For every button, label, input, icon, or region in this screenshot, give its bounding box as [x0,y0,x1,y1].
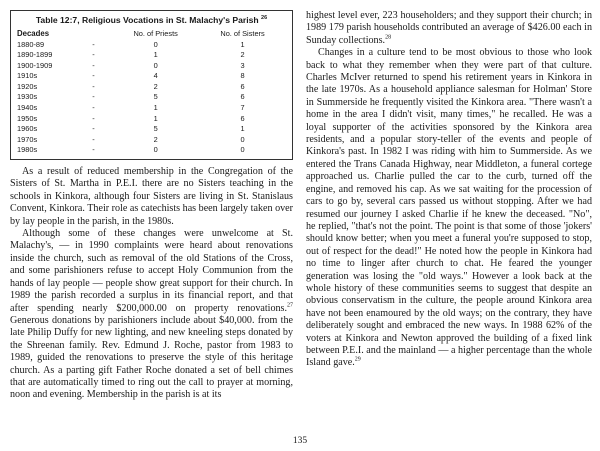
sisters-cell: 6 [240,81,245,91]
page-number: 135 [292,436,308,446]
decade-cell: 1930s [17,92,38,102]
sisters-cell: 7 [240,103,245,113]
left-paragraph-2-text-b: Generous donations by parishioners include about $40,000. from the late Philip Duffy for new lighting, and new kneeling steps donated by the Shreenan family. Rev. Edmund J. Roche, pastor from 1983 to 1989, guided the renovations to preserve the style of this heritage church. As a parting gift Father Roche donated a set of bell chimes that are automatically timed to ring out the call to prayer at morning, noon and evening. Membership in the parish is at its [10,314,293,401]
vocations-table-box [10,10,293,160]
table-body [17,40,286,157]
decade-cell: 1880-89 [17,39,45,49]
priests-cell: 0 [153,145,158,155]
dash-cell: - [92,134,95,144]
priests-cell: 0 [153,39,158,49]
priests-cell: 1 [153,113,158,123]
decade-cell: 1920s [17,81,38,91]
sisters-cell: 8 [240,71,245,81]
table-footnote-ref: 26 [261,15,268,22]
dash-cell: - [92,124,95,134]
priests-cell: 5 [153,124,158,134]
table-row [17,40,286,51]
priests-cell: 4 [153,71,158,81]
vocations-table [17,29,286,156]
sisters-cell: 2 [240,50,245,60]
header-sisters: No. of Sisters [220,29,265,38]
priests-cell: 1 [153,103,158,113]
left-paragraph-2-text-a: Although some of these changes were unwelcome at St. Malachy's, — in 1990 complaints were heard about renovations inside the church, such as removal of the old Stations of the Cross, and some parishioners refuse to accept Holy Communion from the hands of lay people — people show great support for their church. In 1989 the parish recorded a surplus in its financial report, and that after spending nearly $200,000.00 on property renovations. [10,228,293,314]
dash-cell: - [92,81,95,91]
footnote-ref-29: 29 [354,357,361,364]
left-column [10,10,293,402]
table-row [17,135,286,146]
priests-cell: 5 [153,92,158,102]
sisters-cell: 1 [240,124,245,134]
right-paragraph-1-text: highest level ever, 223 householders; and they support their church; in 1989 179 parish households contributed an average of $426.00 each in Sunday collections. [306,10,592,46]
dash-cell: - [92,92,95,102]
dash-cell: - [92,71,95,81]
table-row [17,50,286,61]
table-row [17,82,286,93]
dash-cell: - [92,50,95,60]
header-spacer [86,29,112,40]
left-paragraph-2 [10,228,293,402]
sisters-cell: 1 [240,39,245,49]
decade-cell: 1970s [17,134,38,144]
header-priests: No. of Priests [133,29,178,38]
table-title-text: Table 12:7, Religious Vocations in St. Malachy's Parish [35,15,259,25]
table-row [17,92,286,103]
dash-cell: - [92,60,95,70]
table-title [17,15,286,25]
decade-cell: 1910s [17,71,38,81]
dash-cell: - [92,145,95,155]
decade-cell: 1890-1899 [17,50,53,60]
dash-cell: - [92,39,95,49]
decade-cell: 1950s [17,113,38,123]
table-header-row [17,29,286,40]
priests-cell: 2 [153,81,158,91]
sisters-cell: 0 [240,145,245,155]
dash-cell: - [92,113,95,123]
sisters-cell: 6 [240,92,245,102]
table-row [17,103,286,114]
decade-cell: 1980s [17,145,38,155]
table-row [17,61,286,72]
priests-cell: 1 [153,50,158,60]
priests-cell: 0 [153,60,158,70]
sisters-cell: 0 [240,134,245,144]
header-decades: Decades [17,29,50,38]
right-column [306,10,592,370]
footnote-ref-27: 27 [287,302,293,309]
sisters-cell: 6 [240,113,245,123]
priests-cell: 2 [153,134,158,144]
table-row [17,71,286,82]
footnote-ref-28: 28 [385,34,392,41]
right-paragraph-1 [306,10,592,47]
decade-cell: 1940s [17,103,38,113]
table-row [17,114,286,125]
left-paragraph-1: As a result of reduced membership in the Congregation of the Sisters of St. Martha in P.E.I. there are no Sisters teaching in the schools in Kinkora, although four Sisters are living in St. Stanislaus Convent, Kinkora. Their role as catechists has been largely taken over by lay people in the parish, in the 1980s. [10,166,293,227]
right-paragraph-2-text: Changes in a culture tend to be most obvious to those who look back to what they remember when they were part of that culture. Charles McIver returned to spend his retirement years in Kinkora in the late 1970s. As a household appliance salesman for Holman' Store in Summerside he frequently visited the Kinkora area. "There wasn't a home in the area I didn't visit, many times," he recalled. He was a loyal supporter of the activities sponsored by the Kinkora area residents, and a popular story-teller of the events and people of Kinkora's past. In 1982 I was riding with him to Summerside. As we entered the Trans Canada Highway, near Middleton, a funeral cortege approached us. Charlie pulled the car to the curb, turned off the engine, and removed his cap. As we sat waiting for the procession of cars to go by, several cars passed us without stopping. After we had resumed our journey I asked Charlie if he knew the deceased. "No", he replied, "that's not the point. The point is that some of those 'jokers' should know better; when you meet a funeral you're supposed to stop, out of respect for the dead!" He noted how the people in Kinkora had no time to linger after church to chat. He feared the younger generation was losing the "old ways." However a look back at the whole history of these communities seems to suggest that despite an obvious conservatism in the culture, the people around Kinkora area have not been enamoured by the old ways; on the contrary, they have deliberately sought and embraced the new ways. In 1988 62% of the voters at Kinkora and Newton approved the building of a fixed link between P.E.I. and the mainland — a higher percentage than the whole Island gave. [306,47,592,369]
dash-cell: - [92,103,95,113]
table-row [17,124,286,135]
decade-cell: 1960s [17,124,38,134]
sisters-cell: 3 [240,60,245,70]
table-row [17,145,286,156]
right-paragraph-2 [306,47,592,370]
decade-cell: 1900-1909 [17,60,53,70]
